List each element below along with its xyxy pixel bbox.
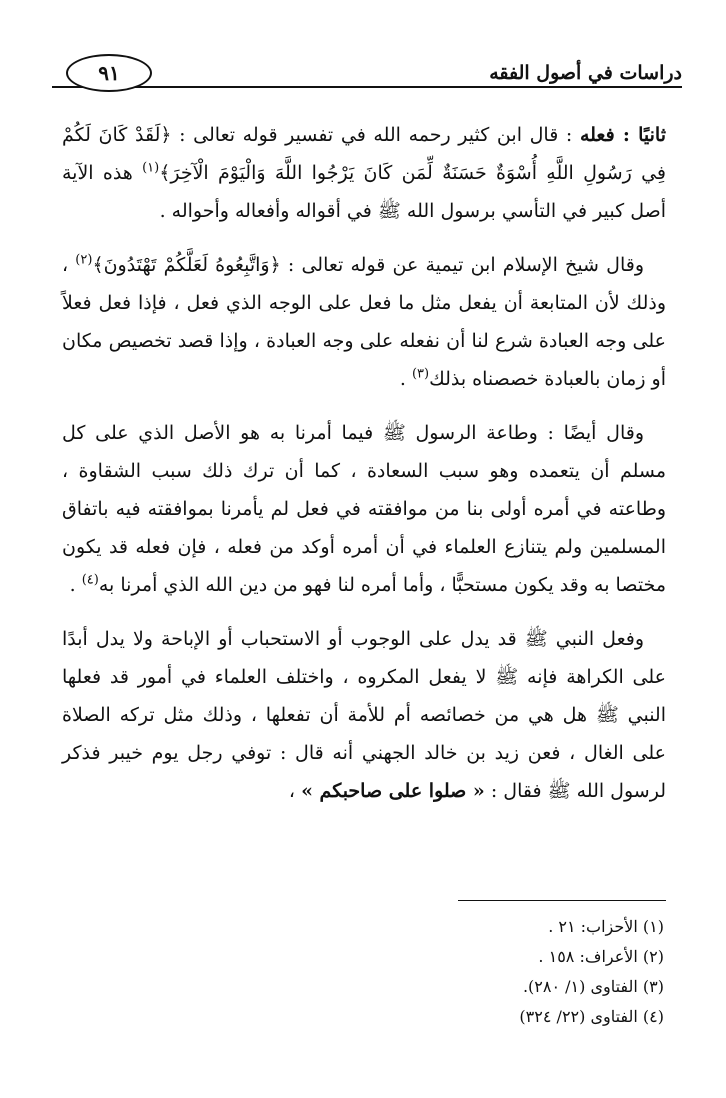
paragraph-2-text: وقال شيخ الإسلام ابن تيمية عن قوله تعالى : ﴿وَاتَّبِعُوهُ لَعَلَّكُمْ تَهْتَدُونَ﴾ <box>92 254 644 276</box>
paragraph-1 <box>62 116 666 230</box>
footnote-2: (٢) الأعراف: ١٥٨ . <box>538 947 664 966</box>
paragraph-3-text: وقال أيضًا : وطاعة الرسول ﷺ فيما أمرنا به هو الأصل الذي على كل مسلم أن يتعمده وهو سبب السعادة ، كما أن ترك ذلك سبب الشقاوة ، وطاعته في أمره أولى بنا من موافقته في فعل لم يأمرنا بموافقته فيه باتفاق المسلمين ولم يتنازع العلماء في أن أمره أوكد من فعله ، فإن فعله قد يكون مختصا به وقد يكون مستحبًّا ، وأما أمره لنا فهو من دين الله الذي أمرنا به <box>62 422 666 596</box>
paragraph-1-tail: هذه الآية أصل كبير في التأسي برسول الله ﷺ في أقواله وأفعاله وأحواله . <box>62 162 666 222</box>
paragraph-4-text: وفعل النبي ﷺ قد يدل على الوجوب أو الاستحباب أو الإباحة ولا يدل أبدًا على الكراهة فإنه ﷺ لا يفعل المكروه ، واختلف العلماء في أمور قد فعلها النبي ﷺ هل هي من خصائصه أم للأمة أن تفعلها ، وذلك مثل تركه الصلاة على الغال ، فعن زيد بن خالد الجهني أنه قال : توفي رجل يوم خيبر فذكر لرسول الله ﷺ فقال : <box>62 628 666 802</box>
footnote-ref-1: (١) <box>142 160 160 176</box>
paragraph-4-quote: « صلوا على صاحبكم » <box>301 780 485 802</box>
paragraph-2-tail2: . <box>399 368 412 390</box>
footnotes <box>244 912 664 1032</box>
paragraph-3 <box>62 414 666 604</box>
running-title: دراسات في أصول الفقه <box>489 62 682 84</box>
paragraph-2-tail: ، وذلك لأن المتابعة أن يفعل مثل ما فعل على الوجه الذي فعل ، فإذا فعل فعلاً على وجه العبادة شرع لنا أن نفعله على وجه العبادة ، وإذا قصد تخصيص مكان أو زمان بالعبادة خصصناه بذلك <box>62 254 666 390</box>
paragraph-4-tail: ، <box>288 780 302 802</box>
page-header <box>52 46 682 90</box>
paragraph-1-text: : قال ابن كثير رحمه الله في تفسير قوله تعالى : ﴿لَقَدْ كَانَ لَكُمْ فِي رَسُولِ اللَّهِ أُسْوَةٌ حَسَنَةٌ لِّمَن كَانَ يَرْجُوا اللَّهَ وَالْيَوْمَ الْآخِرَ﴾ <box>62 124 666 184</box>
paragraph-1-lead: ثانيًا : فعله <box>579 124 666 146</box>
header-rule <box>52 86 682 88</box>
page-number: ٩١ <box>66 54 152 92</box>
footnote-4: (٤) الفتاوى (٢٢/ ٣٢٤) <box>519 1007 664 1026</box>
footnote-ref-3: (٣) <box>411 366 430 382</box>
main-text <box>62 116 666 826</box>
paragraph-2 <box>62 246 666 398</box>
footnote-3: (٣) الفتاوى (١/ ٢٨٠). <box>522 977 664 996</box>
paragraph-4 <box>62 620 666 810</box>
footnote-ref-4: (٤) <box>81 572 99 588</box>
footnote-ref-2: (٢) <box>75 252 93 268</box>
footnote-1: (١) الأحزاب: ٢١ . <box>548 917 664 936</box>
paragraph-3-tail: . <box>69 574 82 596</box>
footnote-separator <box>458 900 666 901</box>
